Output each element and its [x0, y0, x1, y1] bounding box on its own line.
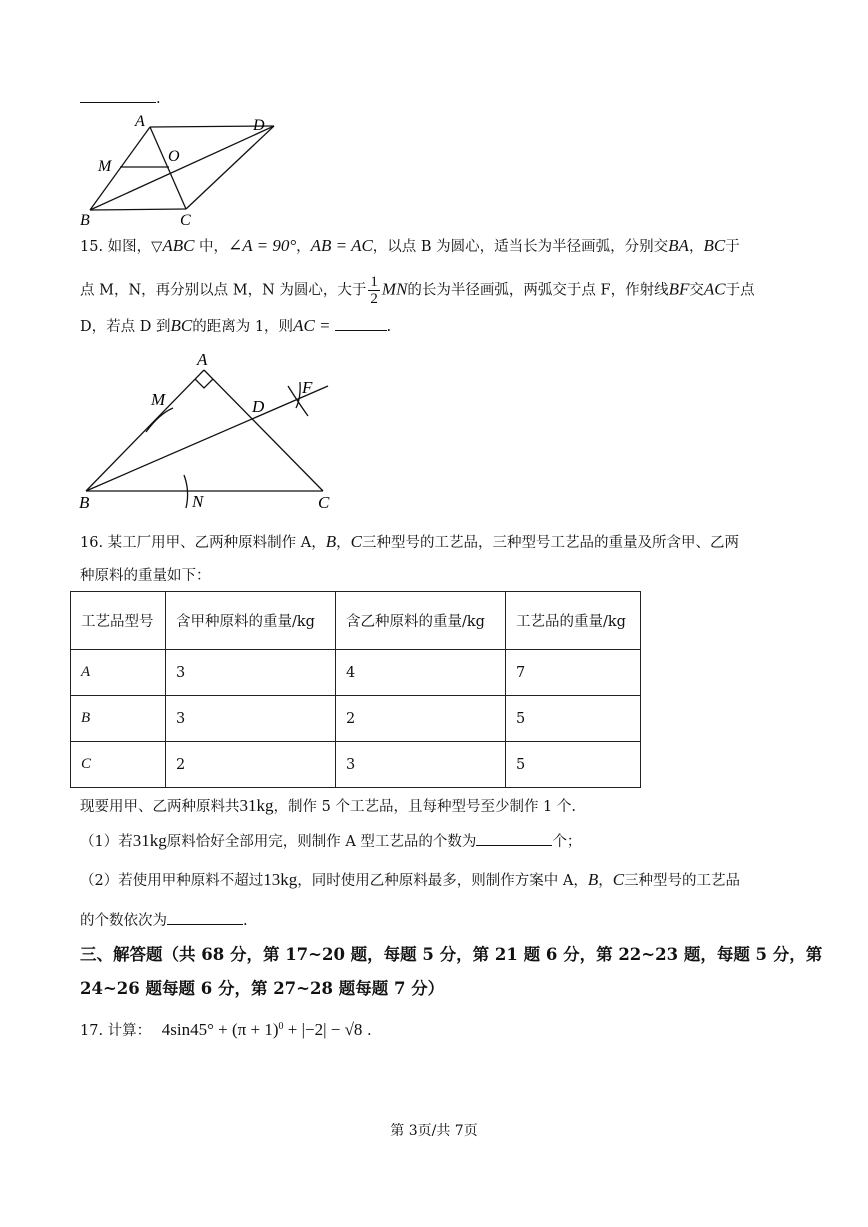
text: 种原料的重量如下： — [80, 568, 211, 584]
math-ac-eq: AC = — [293, 316, 331, 335]
q16-part-2-line-2 — [80, 910, 248, 931]
q17 — [80, 1017, 372, 1041]
math-ab-eq-ac: AB = AC — [310, 236, 373, 255]
q15-number: 15. 如图， — [80, 239, 152, 255]
exponent: 0 — [278, 1021, 284, 1032]
table-row — [71, 650, 641, 696]
table-cell: 2 — [166, 742, 336, 788]
text: 三种型号的工艺品，三种型号工艺品的重量及所含甲、乙两 — [361, 535, 739, 551]
table-cell: 5 — [506, 696, 641, 742]
q17-label: 17. 计算： — [80, 1022, 152, 1039]
text: 于 — [725, 239, 740, 255]
table-cell: B — [71, 696, 166, 742]
ray-bf — [86, 386, 328, 491]
text: 的距离为 1，则 — [192, 319, 294, 335]
label-o: O — [168, 148, 180, 165]
label-a: A — [197, 350, 208, 369]
materials-table — [70, 591, 641, 788]
text: 点 M，N，再分别以点 M，N 为圆心，大于 — [80, 282, 367, 299]
label-c: C — [180, 212, 191, 229]
table-cell: 3 — [166, 650, 336, 696]
edge-bc — [90, 209, 186, 210]
fraction-half — [368, 274, 380, 307]
header-cell: 工艺品的重量/kg — [506, 592, 641, 650]
text: ， — [336, 535, 351, 551]
label-a: A — [135, 113, 145, 130]
math-abc: ABC — [162, 236, 195, 255]
text: ， — [598, 873, 613, 889]
math-c: C — [612, 870, 625, 889]
q16-condition — [80, 796, 576, 817]
text: 交 — [689, 282, 704, 299]
text: 三种型号的工艺品 — [624, 873, 741, 889]
q15-line-1 — [80, 236, 740, 257]
math-bf: BF — [668, 279, 690, 299]
text: ， — [296, 239, 311, 255]
right-angle-mark — [195, 379, 213, 388]
text: 的个数依次为 — [80, 913, 167, 929]
header-cell: 工艺品型号 — [71, 592, 166, 650]
top-answer-line — [80, 88, 161, 109]
math-31kg: 31kg — [132, 831, 167, 850]
answer-blank — [335, 316, 387, 331]
diagonal-bd — [90, 126, 274, 210]
q15-line-3 — [80, 316, 391, 337]
math-31kg: 31kg — [239, 796, 274, 815]
expression-part: 4sin45° + (π + 1) — [161, 1019, 279, 1039]
section-heading-continued: 24~26 题每题 6 分，第 27~28 题每题 7 分） — [80, 979, 445, 998]
q16-line-2 — [80, 566, 211, 586]
parallelogram-figure — [78, 112, 278, 230]
page-footer: 第 3页/共 7页 — [390, 1123, 478, 1139]
table-header-row — [71, 592, 641, 650]
text: 现要用甲、乙两种原料共 — [80, 799, 240, 815]
header-cell: 含甲种原料的重量/kg — [166, 592, 336, 650]
header-cell: 含乙种原料的重量/kg — [336, 592, 506, 650]
triangle-symbol: ▽ — [151, 239, 163, 255]
text: ，制作 5 个工艺品，且每种型号至少制作 1 个. — [273, 799, 576, 815]
math-bc: BC — [170, 316, 193, 335]
denominator: 2 — [370, 291, 378, 307]
table-cell: 2 — [336, 696, 506, 742]
label-d: D — [252, 397, 265, 416]
text: ，以点 B 为圆心，适当长为半径画弧，分别交 — [372, 239, 669, 255]
text: ， — [688, 239, 704, 255]
text: （2）若使用甲种原料不超过 — [80, 873, 264, 889]
text: 16. 某工厂用甲、乙两种原料制作 A， — [80, 535, 326, 551]
math-mn: MN — [381, 279, 408, 299]
text: 个； — [552, 834, 582, 850]
period: . — [362, 1022, 372, 1039]
period: . — [156, 91, 161, 107]
label-m: M — [151, 390, 166, 409]
label-c: C — [318, 493, 330, 512]
label-m: M — [98, 158, 112, 175]
text: 的长为半径画弧，两弧交于点 F，作射线 — [407, 282, 669, 299]
arc-m — [146, 408, 173, 432]
text: D，若点 D 到 — [80, 319, 171, 335]
edge-ba — [86, 370, 204, 491]
answer-blank — [476, 831, 552, 846]
label-b: B — [79, 493, 90, 512]
math-c: C — [350, 532, 362, 551]
expression-part: + |−2| − √8 — [283, 1019, 363, 1039]
math-ba: BA — [668, 236, 689, 255]
numerator: 1 — [370, 274, 378, 290]
text: （1）若 — [80, 834, 133, 850]
math-angle: ∠A = 90° — [228, 236, 297, 255]
q16-line-1 — [80, 532, 739, 553]
answer-blank — [167, 910, 243, 925]
label-n: N — [192, 492, 204, 511]
math-13kg: 13kg — [263, 870, 298, 889]
triangle-construction-figure — [76, 348, 346, 516]
label-b: B — [80, 212, 90, 229]
text: 原料恰好全部用完，则制作 A 型工艺品的个数为 — [166, 834, 477, 850]
table-cell: 4 — [336, 650, 506, 696]
table-cell: 3 — [166, 696, 336, 742]
math-bc: BC — [703, 236, 726, 255]
q16-part-1 — [80, 831, 581, 852]
label-d: D — [253, 117, 265, 134]
table-cell: 7 — [506, 650, 641, 696]
math-b: B — [325, 532, 337, 551]
table-cell: C — [71, 742, 166, 788]
text: ，同时使用乙种原料最多，则制作方案中 A， — [297, 873, 588, 889]
table-row — [71, 696, 641, 742]
text: 于点 — [725, 282, 755, 299]
table-cell: 3 — [336, 742, 506, 788]
q16-part-2 — [80, 870, 740, 891]
table-cell: A — [71, 650, 166, 696]
period: . — [243, 913, 248, 929]
period: . — [386, 319, 392, 335]
table-cell: 5 — [506, 742, 641, 788]
text: 中， — [194, 239, 229, 255]
label-f: F — [302, 378, 313, 397]
table-row — [71, 742, 641, 788]
q15-line-2 — [80, 274, 755, 307]
edge-cd — [186, 126, 274, 209]
answer-blank — [80, 88, 156, 103]
math-b: B — [587, 870, 599, 889]
section-heading: 三、解答题（共 68 分，第 17~20 题，每题 5 分，第 21 题 6 分，第 22~23 题，每题 5 分，第 — [80, 945, 823, 964]
math-ac: AC — [703, 279, 726, 299]
